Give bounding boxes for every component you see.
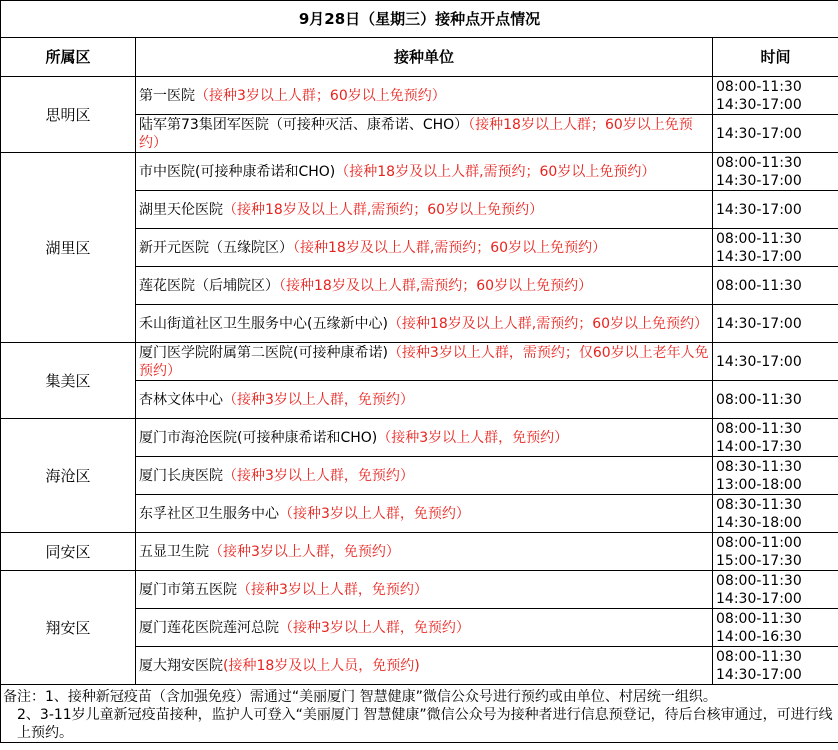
unit-cell (136, 381, 713, 419)
eligibility-note: （接种3岁以上人群，免预约） (377, 429, 569, 446)
time-cell (713, 533, 838, 571)
district-cell: 海沧区 (1, 419, 136, 533)
time-slot: 14:30-17:00 (716, 590, 802, 607)
time-slot: 08:00-11:30 (716, 154, 802, 171)
time-slot: 14:30-17:00 (716, 666, 802, 683)
site-name: 厦大翔安医院 (139, 657, 223, 674)
eligibility-note: （接种3岁以上人群，免预约） (279, 505, 470, 522)
time-slot: 14:30-17:00 (716, 353, 802, 370)
unit-cell (136, 191, 713, 229)
time-cell (713, 495, 838, 533)
time-slot: 13:00-18:00 (716, 476, 802, 493)
header-district: 所属区 (1, 38, 136, 77)
eligibility-note: （接种18岁及以上人群,需预约；60岁以上免预约） (387, 315, 709, 332)
time-slot: 08:30-11:30 (716, 458, 802, 475)
site-name: 东孚社区卫生服务中心 (139, 505, 279, 522)
time-slot: 08:00-11:00 (716, 534, 802, 551)
eligibility-note: （接种3岁以上人群；60岁以上免预约） (195, 87, 446, 104)
site-name: 新开元医院（五缘院区） (139, 239, 293, 256)
unit-cell (136, 343, 713, 381)
time-slot: 08:00-11:30 (716, 420, 802, 437)
time-slot: 14:30-17:00 (716, 315, 802, 332)
time-cell (713, 457, 838, 495)
unit-cell (136, 495, 713, 533)
unit-cell (136, 305, 713, 343)
time-cell (713, 77, 838, 115)
table-row (1, 77, 838, 115)
eligibility-note: （接种18岁及以上人群,需预约；60岁以上免预约） (223, 201, 544, 218)
time-cell (713, 343, 838, 381)
table-row (1, 533, 838, 571)
unit-cell (136, 609, 713, 647)
time-cell (713, 419, 838, 457)
unit-cell (136, 419, 713, 457)
time-slot: 08:00-11:30 (716, 230, 802, 247)
site-name: 第一医院 (139, 87, 195, 104)
time-cell (713, 267, 838, 305)
table-row (1, 571, 838, 609)
unit-cell (136, 457, 713, 495)
district-cell: 同安区 (1, 533, 136, 571)
table-body (1, 77, 838, 685)
time-slot: 15:00-17:30 (716, 552, 802, 569)
time-cell (713, 305, 838, 343)
time-slot: 14:30-17:00 (716, 201, 802, 218)
district-cell: 翔安区 (1, 571, 136, 685)
table-row (1, 153, 838, 191)
time-slot: 08:00-11:30 (716, 572, 802, 589)
unit-cell (136, 77, 713, 115)
site-name: 莲花医院（后埔院区） (139, 277, 279, 294)
time-slot: 08:30-11:30 (716, 496, 802, 513)
site-name: 厦门市第五医院 (139, 581, 237, 598)
district-cell: 思明区 (1, 77, 136, 153)
time-cell (713, 647, 838, 685)
note-line-2: 2、3-11岁儿童新冠疫苗接种，监护人可登入“美丽厦门 智慧健康”微信公众号为接种者进行信息预登记，待后台核审通过，可进行线上预约。 (17, 707, 833, 741)
unit-cell (136, 115, 713, 153)
time-slot: 14:00-16:30 (716, 628, 802, 645)
time-slot: 14:00-17:30 (716, 438, 802, 455)
eligibility-note: (接种18岁及以上人员，免预约) (223, 657, 420, 674)
notes-cell (1, 685, 838, 743)
eligibility-note: （接种3岁以上人群，免预约） (223, 467, 414, 484)
table-title: 9月28日（星期三）接种点开点情况 (1, 1, 838, 38)
time-cell (713, 115, 838, 153)
eligibility-note: （接种18岁及以上人群,需预约；60岁以上免预约） (279, 277, 593, 294)
time-slot: 08:00-11:30 (716, 78, 802, 95)
time-cell (713, 381, 838, 419)
table-row (1, 419, 838, 457)
district-cell: 集美区 (1, 343, 136, 419)
unit-cell (136, 153, 713, 191)
eligibility-note: （接种3岁以上人群，免预约） (223, 391, 414, 408)
time-slot: 08:00-11:30 (716, 648, 802, 665)
district-cell: 湖里区 (1, 153, 136, 343)
time-cell (713, 571, 838, 609)
header-time: 时间 (713, 38, 838, 77)
note-line-1: 备注：1、接种新冠疫苗（含加强免疫）需通过“美丽厦门 智慧健康”微信公众号进行预约或由单位、村居统一组织。 (3, 689, 717, 705)
unit-cell (136, 267, 713, 305)
site-name: 厦门莲花医院莲河总院 (139, 619, 279, 636)
site-name: 禾山街道社区卫生服务中心(五缘新中心) (139, 315, 388, 332)
site-name: 厦门长庚医院 (139, 467, 223, 484)
eligibility-note: （接种3岁以上人群，免预约） (237, 581, 428, 598)
time-cell (713, 191, 838, 229)
site-name: 陆军第73集团军医院（可接种灭活、康希诺、CHO） (139, 116, 469, 133)
header-unit: 接种单位 (136, 38, 713, 77)
unit-cell (136, 571, 713, 609)
unit-cell (136, 229, 713, 267)
time-cell (713, 229, 838, 267)
time-slot: 14:30-17:00 (716, 96, 802, 113)
time-slot: 14:30-18:00 (716, 514, 802, 531)
site-name: 市中医院(可接种康希诺和CHO) (139, 163, 336, 180)
site-name: 杏林文体中心 (139, 391, 223, 408)
time-cell (713, 153, 838, 191)
site-name: 湖里天伦医院 (139, 201, 223, 218)
table-row (1, 343, 838, 381)
eligibility-note: （接种18岁以上人群；60岁以上免预约） (139, 116, 693, 151)
unit-cell (136, 647, 713, 685)
time-slot: 14:30-17:00 (716, 125, 802, 142)
site-name: 厦门医学院附属第二医院(可接种康希诺) (139, 344, 388, 361)
eligibility-note: （接种18岁及以上人群,需预约；60岁以上免预约） (293, 239, 607, 256)
site-name: 五显卫生院 (139, 543, 209, 560)
eligibility-note: （接种3岁以上人群，免预约） (279, 619, 470, 636)
time-slot: 14:30-17:00 (716, 248, 802, 265)
site-name: 厦门市海沧医院(可接种康希诺和CHO) (139, 429, 378, 446)
time-slot: 08:00-11:30 (716, 610, 802, 627)
time-slot: 08:00-11:30 (716, 277, 802, 294)
time-slot: 14:30-17:00 (716, 172, 802, 189)
time-slot: 08:00-11:30 (716, 391, 802, 408)
eligibility-note: （接种18岁及以上人群,需预约；60岁以上免预约） (335, 163, 656, 180)
eligibility-note: （接种3岁以上人群，免预约） (209, 543, 400, 560)
eligibility-note: （接种3岁以上人群，需预约；仅60岁以上老年人免预约） (139, 344, 709, 379)
time-cell (713, 609, 838, 647)
unit-cell (136, 533, 713, 571)
